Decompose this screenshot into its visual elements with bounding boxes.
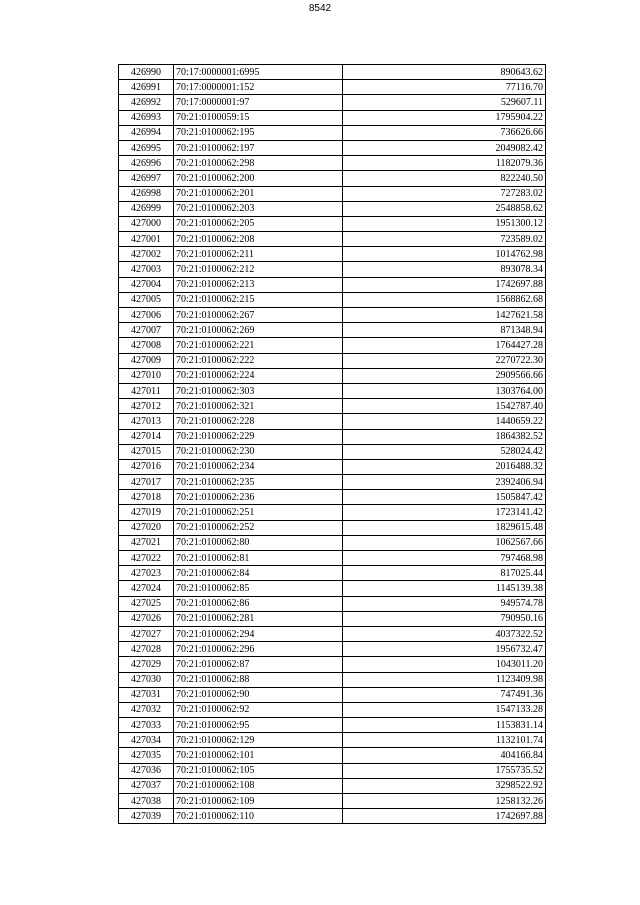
- cadastral-number-cell: 70:21:0100062:252: [174, 520, 343, 535]
- cadastral-number-cell: 70:21:0100062:321: [174, 399, 343, 414]
- cadastral-value-cell: 1043011.20: [343, 657, 546, 672]
- table-row: [119, 277, 546, 292]
- row-number-cell: 427013: [119, 414, 174, 429]
- table-row: [119, 429, 546, 444]
- row-number-cell: 427001: [119, 232, 174, 247]
- row-number-cell: 427005: [119, 292, 174, 307]
- table-row: [119, 642, 546, 657]
- cadastral-number-cell: 70:21:0100062:92: [174, 702, 343, 717]
- table-row: [119, 201, 546, 216]
- row-number-cell: 426997: [119, 171, 174, 186]
- cadastral-value-cell: 727283.02: [343, 186, 546, 201]
- cadastral-value-cell: 2392406.94: [343, 475, 546, 490]
- row-number-cell: 427016: [119, 459, 174, 474]
- row-number-cell: 426995: [119, 140, 174, 155]
- table-row: [119, 626, 546, 641]
- row-number-cell: 427032: [119, 702, 174, 717]
- cadastral-value-cell: 723589.02: [343, 232, 546, 247]
- cadastral-number-cell: 70:21:0100062:235: [174, 475, 343, 490]
- cadastral-value-cell: 2548858.62: [343, 201, 546, 216]
- row-number-cell: 427037: [119, 778, 174, 793]
- table-row: [119, 672, 546, 687]
- table-row: [119, 505, 546, 520]
- row-number-cell: 426999: [119, 201, 174, 216]
- cadastral-value-cell: 1145139.38: [343, 581, 546, 596]
- cadastral-number-cell: 70:17:0000001:6995: [174, 65, 343, 80]
- cadastral-value-table: [118, 64, 546, 824]
- cadastral-value-cell: 893078.34: [343, 262, 546, 277]
- cadastral-number-cell: 70:21:0100062:229: [174, 429, 343, 444]
- cadastral-number-cell: 70:21:0100062:208: [174, 232, 343, 247]
- table-row: [119, 216, 546, 231]
- table-row: [119, 292, 546, 307]
- row-number-cell: 426991: [119, 80, 174, 95]
- table-row: [119, 368, 546, 383]
- row-number-cell: 426990: [119, 65, 174, 80]
- cadastral-value-cell: 1123409.98: [343, 672, 546, 687]
- row-number-cell: 427028: [119, 642, 174, 657]
- cadastral-number-cell: 70:21:0100062:201: [174, 186, 343, 201]
- cadastral-number-cell: 70:21:0100062:109: [174, 794, 343, 809]
- cadastral-number-cell: 70:21:0100062:86: [174, 596, 343, 611]
- row-number-cell: 426998: [119, 186, 174, 201]
- table-row: [119, 353, 546, 368]
- cadastral-number-cell: 70:21:0100062:101: [174, 748, 343, 763]
- table-row: [119, 535, 546, 550]
- cadastral-value-cell: 1258132.26: [343, 794, 546, 809]
- table-row: [119, 323, 546, 338]
- cadastral-value-cell: 1303764.00: [343, 383, 546, 398]
- cadastral-number-cell: 70:21:0100062:87: [174, 657, 343, 672]
- cadastral-number-cell: 70:21:0100062:221: [174, 338, 343, 353]
- table-row: [119, 490, 546, 505]
- table-row: [119, 171, 546, 186]
- row-number-cell: 427031: [119, 687, 174, 702]
- table-row: [119, 611, 546, 626]
- cadastral-number-cell: 70:21:0100062:269: [174, 323, 343, 338]
- table-row: [119, 65, 546, 80]
- row-number-cell: 427003: [119, 262, 174, 277]
- cadastral-value-cell: 2016488.32: [343, 459, 546, 474]
- cadastral-value-cell: 1505847.42: [343, 490, 546, 505]
- cadastral-value-cell: 1742697.88: [343, 277, 546, 292]
- table-row: [119, 414, 546, 429]
- cadastral-value-cell: 3298522.92: [343, 778, 546, 793]
- cadastral-number-cell: 70:21:0100062:90: [174, 687, 343, 702]
- cadastral-number-cell: 70:21:0100062:294: [174, 626, 343, 641]
- row-number-cell: 427000: [119, 216, 174, 231]
- cadastral-number-cell: 70:21:0100062:88: [174, 672, 343, 687]
- row-number-cell: 427009: [119, 353, 174, 368]
- table-row: [119, 459, 546, 474]
- cadastral-number-cell: 70:21:0100062:129: [174, 733, 343, 748]
- cadastral-value-cell: 1062567.66: [343, 535, 546, 550]
- cadastral-number-cell: 70:17:0000001:97: [174, 95, 343, 110]
- row-number-cell: 427038: [119, 794, 174, 809]
- cadastral-value-cell: 529607.11: [343, 95, 546, 110]
- cadastral-number-cell: 70:21:0100062:212: [174, 262, 343, 277]
- row-number-cell: 426993: [119, 110, 174, 125]
- row-number-cell: 426996: [119, 156, 174, 171]
- cadastral-value-cell: 528024.42: [343, 444, 546, 459]
- cadastral-number-cell: 70:21:0100062:108: [174, 778, 343, 793]
- row-number-cell: 427019: [119, 505, 174, 520]
- cadastral-value-cell: 1829615.48: [343, 520, 546, 535]
- cadastral-value-cell: 747491.36: [343, 687, 546, 702]
- cadastral-number-cell: 70:21:0100062:215: [174, 292, 343, 307]
- row-number-cell: 427039: [119, 809, 174, 824]
- table-row: [119, 748, 546, 763]
- table-row: [119, 308, 546, 323]
- cadastral-value-cell: 1764427.28: [343, 338, 546, 353]
- cadastral-number-cell: 70:21:0100062:205: [174, 216, 343, 231]
- cadastral-number-cell: 70:21:0100062:105: [174, 763, 343, 778]
- table-row: [119, 383, 546, 398]
- cadastral-value-cell: 1014762.98: [343, 247, 546, 262]
- table-row: [119, 520, 546, 535]
- cadastral-value-cell: 1742697.88: [343, 809, 546, 824]
- table-row: [119, 809, 546, 824]
- cadastral-value-cell: 1956732.47: [343, 642, 546, 657]
- cadastral-number-cell: 70:21:0100062:85: [174, 581, 343, 596]
- cadastral-value-cell: 1951300.12: [343, 216, 546, 231]
- cadastral-value-cell: 1440659.22: [343, 414, 546, 429]
- row-number-cell: 427004: [119, 277, 174, 292]
- cadastral-number-cell: 70:21:0100062:197: [174, 140, 343, 155]
- cadastral-number-cell: 70:21:0100062:195: [174, 125, 343, 140]
- cadastral-value-cell: 1864382.52: [343, 429, 546, 444]
- table-row: [119, 80, 546, 95]
- table-row: [119, 95, 546, 110]
- table-row: [119, 156, 546, 171]
- cadastral-value-cell: 1132101.74: [343, 733, 546, 748]
- row-number-cell: 427010: [119, 368, 174, 383]
- cadastral-number-cell: 70:17:0000001:152: [174, 80, 343, 95]
- row-number-cell: 426994: [119, 125, 174, 140]
- row-number-cell: 427035: [119, 748, 174, 763]
- row-number-cell: 427007: [119, 323, 174, 338]
- cadastral-value-cell: 1568862.68: [343, 292, 546, 307]
- cadastral-value-cell: 1547133.28: [343, 702, 546, 717]
- table-row: [119, 566, 546, 581]
- cadastral-number-cell: 70:21:0100059:15: [174, 110, 343, 125]
- cadastral-number-cell: 70:21:0100062:228: [174, 414, 343, 429]
- table-body: [119, 65, 546, 824]
- cadastral-number-cell: 70:21:0100062:303: [174, 383, 343, 398]
- cadastral-number-cell: 70:21:0100062:80: [174, 535, 343, 550]
- cadastral-number-cell: 70:21:0100062:203: [174, 201, 343, 216]
- row-number-cell: 427024: [119, 581, 174, 596]
- table-row: [119, 247, 546, 262]
- row-number-cell: 427012: [119, 399, 174, 414]
- cadastral-number-cell: 70:21:0100062:230: [174, 444, 343, 459]
- table-row: [119, 125, 546, 140]
- row-number-cell: 427026: [119, 611, 174, 626]
- cadastral-value-cell: 797468.98: [343, 551, 546, 566]
- row-number-cell: 427025: [119, 596, 174, 611]
- table-row: [119, 444, 546, 459]
- cadastral-value-cell: 1795904.22: [343, 110, 546, 125]
- cadastral-value-cell: 1542787.40: [343, 399, 546, 414]
- table-row: [119, 763, 546, 778]
- table-row: [119, 657, 546, 672]
- cadastral-number-cell: 70:21:0100062:81: [174, 551, 343, 566]
- row-number-cell: 427014: [119, 429, 174, 444]
- cadastral-value-cell: 1182079.36: [343, 156, 546, 171]
- row-number-cell: 427008: [119, 338, 174, 353]
- row-number-cell: 427034: [119, 733, 174, 748]
- cadastral-value-cell: 77116.70: [343, 80, 546, 95]
- cadastral-value-cell: 404166.84: [343, 748, 546, 763]
- cadastral-value-cell: 1427621.58: [343, 308, 546, 323]
- row-number-cell: 426992: [119, 95, 174, 110]
- cadastral-value-cell: 2909566.66: [343, 368, 546, 383]
- table-row: [119, 110, 546, 125]
- table-row: [119, 140, 546, 155]
- row-number-cell: 427029: [119, 657, 174, 672]
- cadastral-number-cell: 70:21:0100062:296: [174, 642, 343, 657]
- cadastral-value-cell: 1153831.14: [343, 718, 546, 733]
- table-row: [119, 794, 546, 809]
- cadastral-value-cell: 871348.94: [343, 323, 546, 338]
- cadastral-number-cell: 70:21:0100062:95: [174, 718, 343, 733]
- row-number-cell: 427006: [119, 308, 174, 323]
- cadastral-value-cell: 890643.62: [343, 65, 546, 80]
- cadastral-value-cell: 822240.50: [343, 171, 546, 186]
- table-row: [119, 475, 546, 490]
- row-number-cell: 427033: [119, 718, 174, 733]
- cadastral-value-cell: 790950.16: [343, 611, 546, 626]
- row-number-cell: 427017: [119, 475, 174, 490]
- row-number-cell: 427030: [119, 672, 174, 687]
- table-row: [119, 186, 546, 201]
- table-row: [119, 338, 546, 353]
- table-row: [119, 778, 546, 793]
- cadastral-number-cell: 70:21:0100062:267: [174, 308, 343, 323]
- cadastral-number-cell: 70:21:0100062:236: [174, 490, 343, 505]
- table-row: [119, 596, 546, 611]
- row-number-cell: 427020: [119, 520, 174, 535]
- row-number-cell: 427015: [119, 444, 174, 459]
- cadastral-value-cell: 1723141.42: [343, 505, 546, 520]
- cadastral-value-cell: 817025.44: [343, 566, 546, 581]
- table-row: [119, 551, 546, 566]
- row-number-cell: 427018: [119, 490, 174, 505]
- cadastral-value-cell: 2049082.42: [343, 140, 546, 155]
- row-number-cell: 427011: [119, 383, 174, 398]
- table-row: [119, 232, 546, 247]
- cadastral-number-cell: 70:21:0100062:84: [174, 566, 343, 581]
- cadastral-number-cell: 70:21:0100062:213: [174, 277, 343, 292]
- row-number-cell: 427021: [119, 535, 174, 550]
- cadastral-value-cell: 2270722.30: [343, 353, 546, 368]
- cadastral-number-cell: 70:21:0100062:110: [174, 809, 343, 824]
- cadastral-number-cell: 70:21:0100062:211: [174, 247, 343, 262]
- row-number-cell: 427036: [119, 763, 174, 778]
- page-number: 8542: [308, 3, 332, 14]
- cadastral-number-cell: 70:21:0100062:200: [174, 171, 343, 186]
- cadastral-value-cell: 949574.78: [343, 596, 546, 611]
- cadastral-value-cell: 736626.66: [343, 125, 546, 140]
- row-number-cell: 427002: [119, 247, 174, 262]
- cadastral-number-cell: 70:21:0100062:298: [174, 156, 343, 171]
- table-row: [119, 687, 546, 702]
- row-number-cell: 427022: [119, 551, 174, 566]
- cadastral-number-cell: 70:21:0100062:251: [174, 505, 343, 520]
- cadastral-number-cell: 70:21:0100062:281: [174, 611, 343, 626]
- table-row: [119, 733, 546, 748]
- row-number-cell: 427023: [119, 566, 174, 581]
- table-row: [119, 702, 546, 717]
- cadastral-number-cell: 70:21:0100062:224: [174, 368, 343, 383]
- cadastral-value-cell: 4037322.52: [343, 626, 546, 641]
- cadastral-value-cell: 1755735.52: [343, 763, 546, 778]
- cadastral-number-cell: 70:21:0100062:222: [174, 353, 343, 368]
- table-row: [119, 581, 546, 596]
- table-row: [119, 399, 546, 414]
- table-row: [119, 262, 546, 277]
- cadastral-number-cell: 70:21:0100062:234: [174, 459, 343, 474]
- table-row: [119, 718, 546, 733]
- row-number-cell: 427027: [119, 626, 174, 641]
